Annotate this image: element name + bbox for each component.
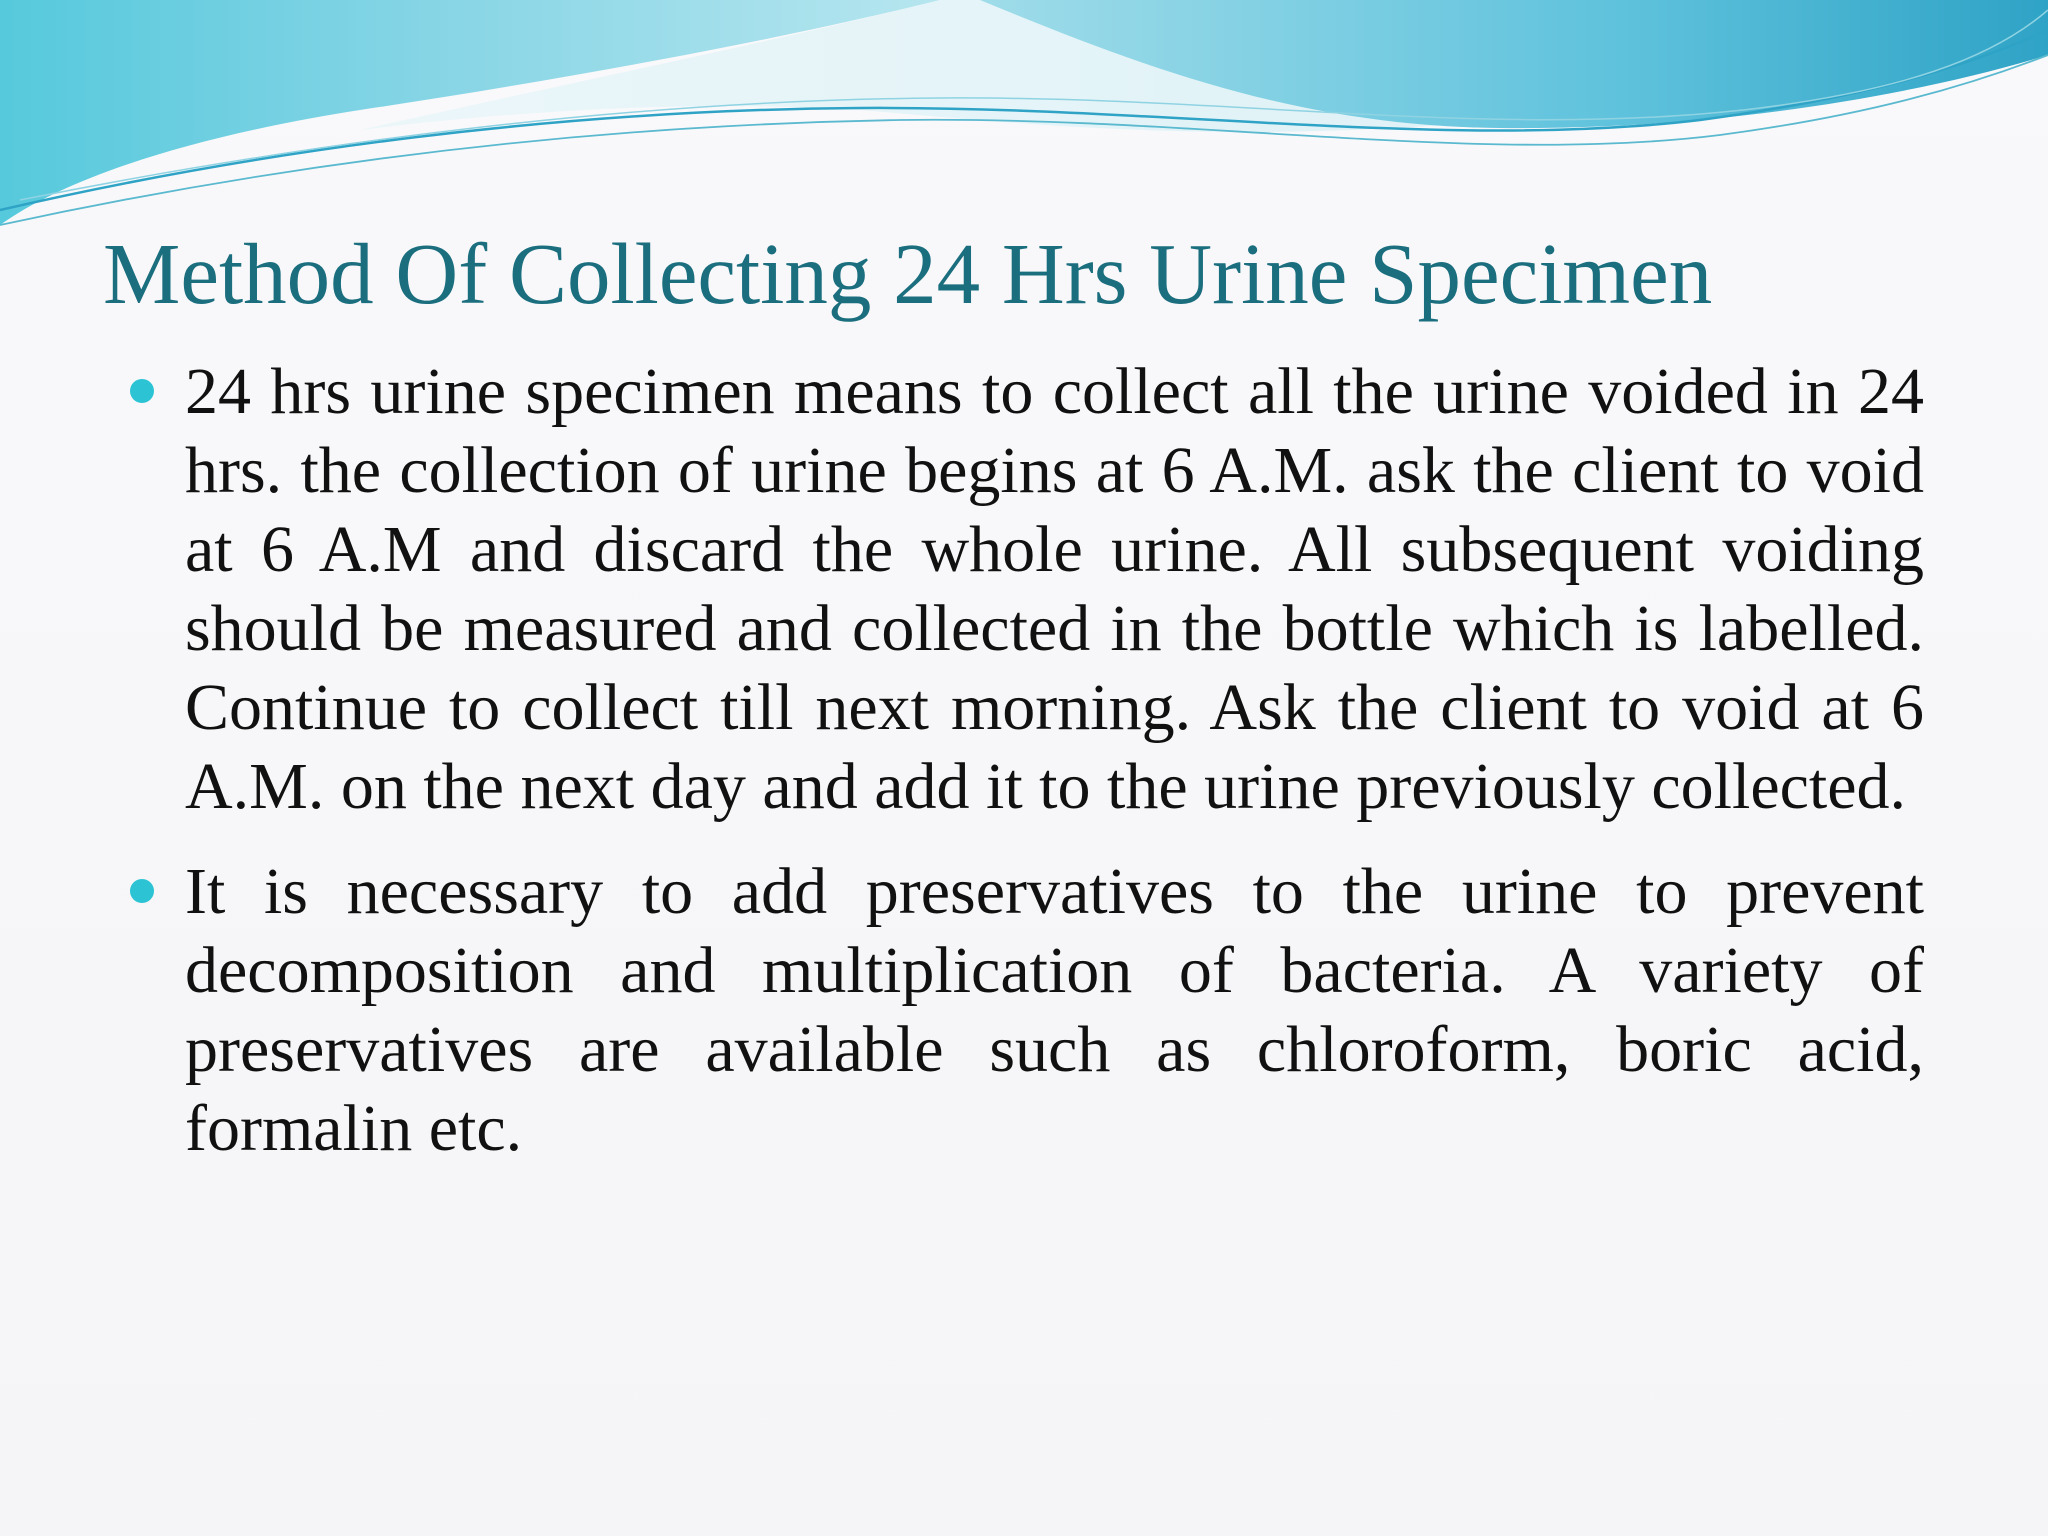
bullet-item (128, 852, 1924, 1168)
decorative-wave-header (0, 0, 2048, 260)
bullet-text: It is necessary to add preservatives to the urine to prevent decomposition and multiplication of bacteria. A variety of preservatives are available such as chloroform, boric acid, formalin etc. (185, 855, 1924, 1165)
bullet-item (128, 352, 1924, 826)
slide-title: Method Of Collecting 24 Hrs Urine Specimen (103, 225, 1713, 322)
bullet-dot-icon (130, 379, 154, 403)
bullet-dot-icon (130, 879, 154, 903)
bullet-list (128, 352, 1924, 1194)
bullet-text: 24 hrs urine specimen means to collect all the urine voided in 24 hrs. the collection of urine begins at 6 A.M. ask the client to void at 6 A.M and discard the whole urine. All subsequent voiding should be measured and collected in the bottle which is labelled. Continue to collect till next morning. Ask the client to void at 6 A.M. on the next day and add it to the urine previously collected. (185, 355, 1924, 823)
